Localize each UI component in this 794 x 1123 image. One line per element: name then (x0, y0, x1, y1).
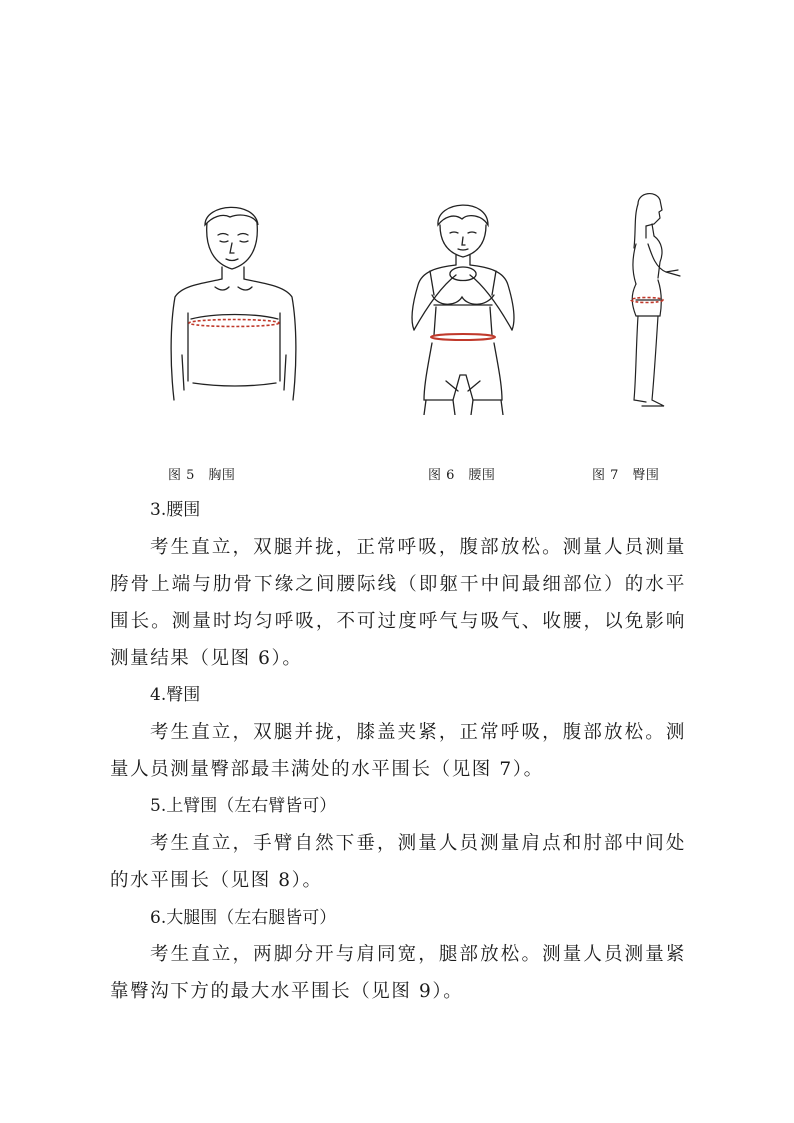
figure-waist (398, 195, 528, 415)
section-body: 考生直立，手臂自然下垂，测量人员测量肩点和肘部中间处的水平围长（见图 8）。 (110, 833, 686, 891)
waist-measure-line (431, 334, 495, 340)
figure-hips (622, 188, 692, 414)
figure-5-caption: 图 5 胸围 (168, 468, 236, 483)
chest-measurement-illustration (160, 195, 310, 410)
section-body: 考生直立，两脚分开与肩同宽，腿部放松。测量人员测量紧靠臀沟下方的最大水平围长（见图 9）。 (110, 944, 686, 1002)
figure-6-caption: 图 6 腰围 (428, 468, 496, 483)
figure-chest (160, 195, 310, 410)
chest-measure-line (189, 320, 279, 327)
section-heading: 3.腰围 (150, 500, 201, 520)
section-body: 考生直立，双腿并拢，膝盖夹紧，正常呼吸，腹部放松。测量人员测量臀部最丰满处的水平围长（见图 7）。 (110, 722, 686, 780)
figure-7-caption: 图 7 臀围 (592, 468, 660, 483)
section-heading: 5.上臂围（左右臂皆可） (150, 796, 337, 816)
section-heading: 4.臀围 (150, 685, 201, 705)
section-heading: 6.大腿围（左右腿皆可） (150, 908, 337, 928)
hips-measurement-illustration (622, 188, 692, 414)
section-body: 考生直立，双腿并拢，正常呼吸，腹部放松。测量人员测量胯骨上端与肋骨下缘之间腰际线（即躯干中间最细部位）的水平围长。测量时均匀呼吸，不可过度呼气与吸气、收腰，以免影响测量结果（见图 6）。 (110, 537, 686, 669)
waist-measurement-illustration (398, 195, 528, 415)
